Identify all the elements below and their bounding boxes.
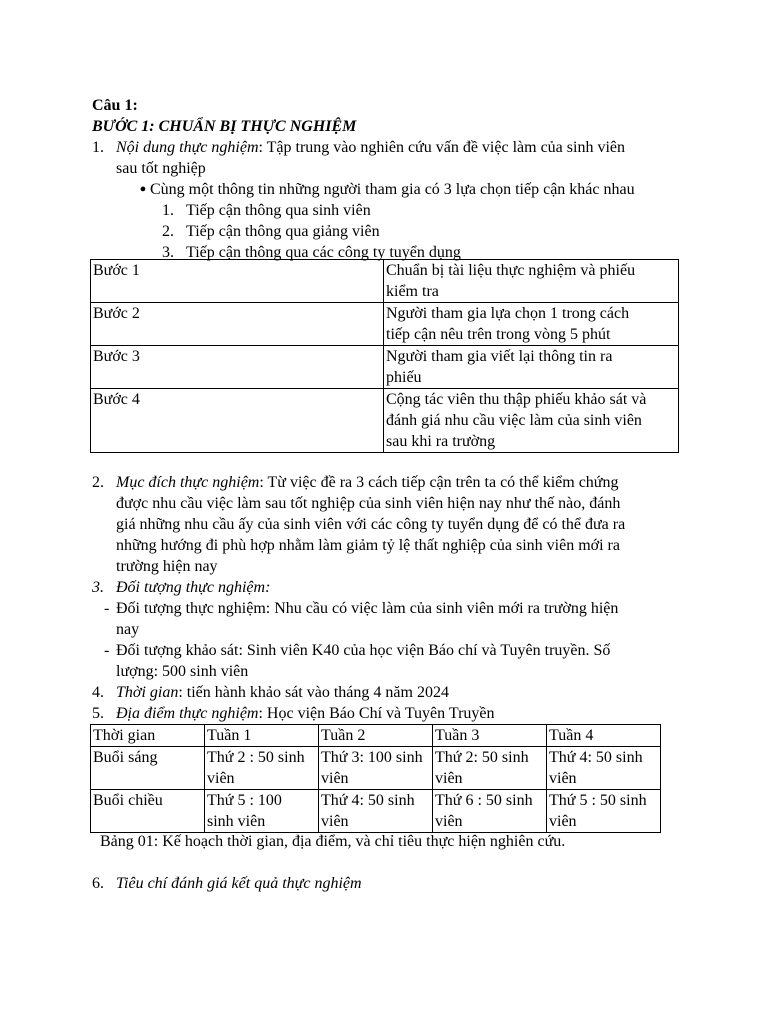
item-5-label: Địa điểm thực nghiệm — [116, 705, 259, 722]
desc-cell: Cộng tác viên thu thập phiếu khảo sát và đánh giá nhu cầu việc làm của sinh viên sau khi ra trường — [384, 389, 679, 453]
step-title: BƯỚC 1: CHUẨN BỊ THỰC NGHIỆM — [92, 118, 357, 135]
item-3-number: 3. — [92, 579, 104, 596]
dash-marker: - — [104, 642, 110, 659]
sub-item-number: 3. — [162, 244, 174, 261]
item-2-number: 2. — [92, 474, 104, 491]
table-cell: Thứ 2: 50 sinh viên — [433, 747, 547, 790]
table-caption: Bảng 01: Kế hoạch thời gian, địa điểm, và chỉ tiêu thực hiện nghiên cứu. — [100, 833, 566, 850]
table-row — [91, 346, 679, 389]
item-5-text: : Học viện Báo Chí và Tuyên Truyền — [258, 705, 495, 722]
sub-item-2 — [92, 221, 682, 242]
item-6 — [92, 873, 682, 894]
item-1-label: Nội dung thực nghiệm — [116, 139, 259, 156]
table-header-row — [91, 725, 661, 747]
table-cell: Thứ 4: 50 sinh viên — [547, 747, 661, 790]
schedule-table — [90, 724, 661, 833]
sub-item-number: 2. — [162, 223, 174, 240]
item-1-text: : Tập trung vào nghiên cứu vấn đề việc làm của sinh viên — [258, 139, 625, 156]
table-row — [91, 747, 661, 790]
table-row — [91, 790, 661, 833]
sub-item-number: 1. — [162, 202, 174, 219]
item-4-number: 4. — [92, 684, 104, 701]
steps-table — [90, 259, 679, 453]
table-row — [91, 389, 679, 453]
item-2-label: Mục đích thực nghiệm — [116, 474, 260, 491]
item-4-label: Thời gian — [116, 684, 179, 701]
item-1-bullet — [92, 179, 682, 200]
item-3-dash-2 — [92, 640, 682, 661]
step-cell: Bước 3 — [91, 346, 384, 389]
sub-item-1 — [92, 200, 682, 221]
item-4 — [92, 682, 682, 703]
table-cell: Thứ 3: 100 sinh viên — [319, 747, 433, 790]
item-4-text: : tiến hành khảo sát vào tháng 4 năm 2024 — [178, 684, 449, 701]
item-5-number: 5. — [92, 705, 104, 722]
dash-marker: - — [104, 600, 110, 617]
item-6-number: 6. — [92, 875, 104, 892]
header-cell: Tuần 3 — [433, 725, 547, 747]
desc-cell: Người tham gia lựa chọn 1 trong cách tiếp cận nêu trên trong vòng 5 phút — [384, 303, 679, 346]
item-2 — [92, 472, 682, 577]
dash-text: Đối tượng khảo sát: Sinh viên K40 của học viện Báo chí và Tuyên truyền. Số — [116, 642, 611, 659]
item-2-line: giá những nhu cầu ấy của sinh viên với các công ty tuyển dụng để có thể đưa ra — [116, 516, 626, 533]
table-cell: Buổi sáng — [91, 747, 205, 790]
dash-text: Đối tượng thực nghiệm: Nhu cầu có việc làm của sinh viên mới ra trường hiện — [116, 600, 619, 617]
step-cell: Bước 2 — [91, 303, 384, 346]
item-6-label: Tiêu chí đánh giá kết quả thực nghiệm — [116, 875, 362, 892]
item-3-dash-1 — [92, 598, 682, 619]
table-cell: Buổi chiều — [91, 790, 205, 833]
header-cell: Tuần 2 — [319, 725, 433, 747]
item-2-line: trường hiện nay — [116, 558, 218, 575]
desc-cell: Người tham gia viết lại thông tin ra phiếu — [384, 346, 679, 389]
bullet-text: Cùng một thông tin những người tham gia có 3 lựa chọn tiếp cận khác nhau — [150, 181, 635, 198]
table-cell: Thứ 4: 50 sinh viên — [319, 790, 433, 833]
dash-text-cont: nay — [116, 621, 140, 638]
table-cell: Thứ 5 : 100 sinh viên — [205, 790, 319, 833]
item-2-line: những hướng đi phù hợp nhằm làm giảm tỷ lệ thất nghiệp của sinh viên mới ra — [116, 537, 620, 554]
table-cell: Thứ 6 : 50 sinh viên — [433, 790, 547, 833]
item-1-text-cont: sau tốt nghiệp — [116, 160, 206, 177]
question-heading: Câu 1: — [92, 97, 138, 114]
item-1-number: 1. — [92, 139, 104, 156]
desc-cell: Chuẩn bị tài liệu thực nghiệm và phiếu kiểm tra — [384, 260, 679, 303]
dash-text-cont: lượng: 500 sinh viên — [116, 663, 249, 680]
sub-item-text: Tiếp cận thông qua sinh viên — [186, 202, 371, 219]
sub-item-text: Tiếp cận thông qua các công ty tuyển dụng — [186, 244, 461, 261]
table-row — [91, 303, 679, 346]
item-2-text: : Từ việc đề ra 3 cách tiếp cận trên ta có thể kiểm chứng — [259, 474, 619, 491]
header-cell: Tuần 4 — [547, 725, 661, 747]
item-1 — [92, 137, 682, 263]
item-5 — [92, 703, 682, 724]
item-3 — [92, 577, 682, 682]
step-cell: Bước 1 — [91, 260, 384, 303]
table-cell: Thứ 2 : 50 sinh viên — [205, 747, 319, 790]
item-3-label: Đối tượng thực nghiệm: — [116, 579, 271, 596]
step-cell: Bước 4 — [91, 389, 384, 453]
header-cell: Thời gian — [91, 725, 205, 747]
header-cell: Tuần 1 — [205, 725, 319, 747]
table-row — [91, 260, 679, 303]
item-2-line: được nhu cầu việc làm sau tốt nghiệp của sinh viên hiện nay như thế nào, đánh — [116, 495, 621, 512]
table-cell: Thứ 5 : 50 sinh viên — [547, 790, 661, 833]
sub-item-text: Tiếp cận thông qua giảng viên — [186, 223, 380, 240]
bullet-icon: ● — [139, 183, 147, 195]
